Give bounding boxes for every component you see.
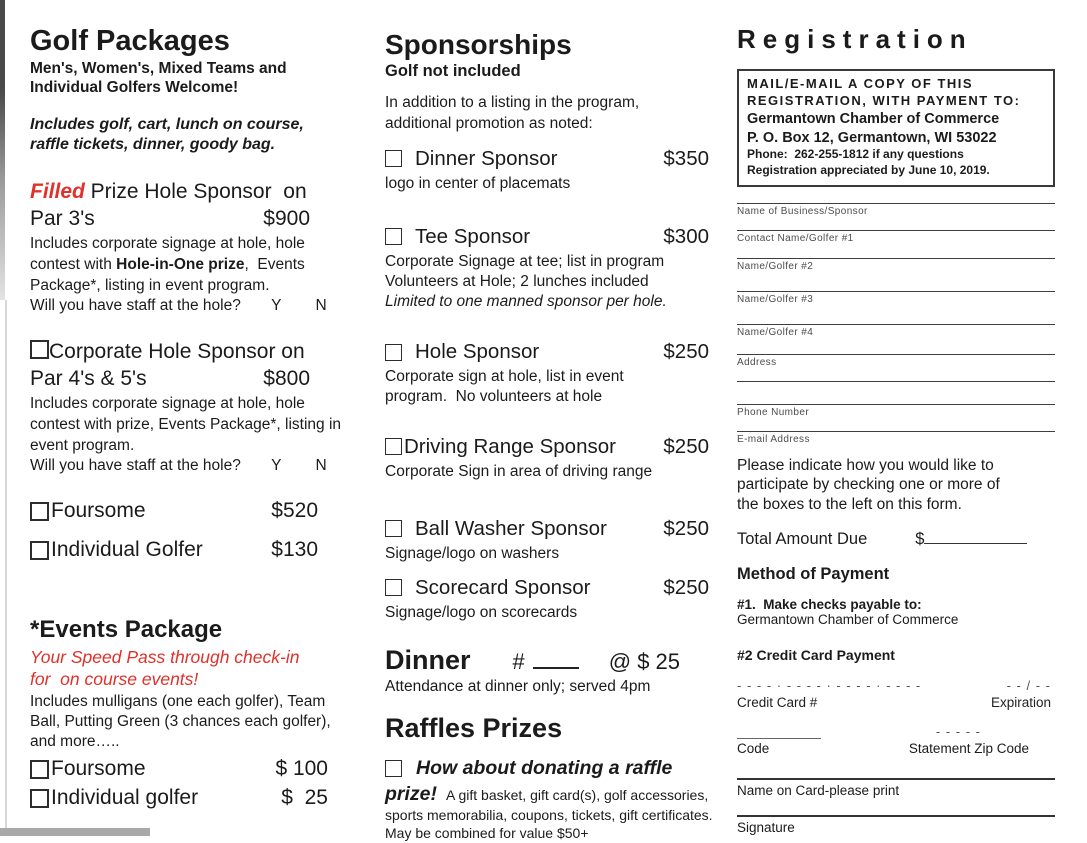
scorecard-checkbox-icon[interactable]	[385, 579, 402, 596]
tee-sponsor-price: $300	[663, 224, 709, 248]
driving-range-checkbox-icon[interactable]	[385, 438, 402, 455]
registration-deadline: Registration appreciated by June 10, 2019.	[747, 163, 990, 178]
events-package-desc: Includes mulligans (one each golfer), Team Ball, Putting Green (3 chances each golfer), and more…..	[30, 693, 331, 751]
dinner-rate: @ $ 25	[608, 648, 681, 674]
sponsorships-column	[385, 30, 717, 843]
dinner-sponsor-desc: logo in center of placemats	[385, 174, 571, 192]
filled-prize-hole-price: $900	[263, 207, 310, 231]
corporate-hole-line2: Par 4's & 5's $800	[30, 366, 346, 393]
ball-washer-sponsor-row: Ball Washer Sponsor $250	[385, 517, 717, 541]
events-foursome-row: Foursome $ 100	[30, 757, 346, 781]
events-package-tagline: Your Speed Pass through check-in for on course events!	[30, 647, 300, 689]
golf-packages-column	[30, 26, 346, 810]
raffle-donation-body: prize! A gift basket, gift card(s), golf accessories, sports memorabilia, coupons, tickets, gift certificates. May be combined for value $50+	[385, 783, 713, 841]
driving-range-desc: Corporate Sign in area of driving range	[385, 462, 653, 480]
dinner-heading-row: Dinner # @ $ 25	[385, 644, 681, 675]
ball-washer-price: $250	[663, 516, 709, 540]
events-individual-checkbox-icon[interactable]	[30, 789, 49, 808]
checks-payable-block: #1. Make checks payable to: Germantown Chamber of Commerce	[737, 597, 1055, 627]
events-foursome-price: $ 100	[275, 757, 328, 781]
events-package-title: *Events Package	[30, 616, 223, 644]
credit-card-labels-row: Credit Card # Expiration	[737, 695, 1051, 711]
foursome-row: Foursome $520	[30, 499, 346, 523]
method-of-payment-title: Method of Payment	[737, 565, 890, 584]
credit-card-number-row	[737, 678, 1055, 693]
hole-sponsor-price: $250	[663, 340, 709, 364]
input-line-golfer4[interactable]: Name/Golfer #4	[737, 324, 1055, 338]
ball-washer-checkbox-icon[interactable]	[385, 520, 402, 537]
staff-option-yes[interactable]: Y	[271, 457, 282, 475]
code-zip-row	[737, 724, 1055, 739]
input-line-address[interactable]: Address	[737, 354, 1055, 368]
hole-sponsor-desc: Corporate sign at hole, list in event program. No volunteers at hole	[385, 368, 624, 406]
foursome-checkbox-icon[interactable]	[30, 502, 49, 521]
filled-prize-hole-line2: Par 3's $900	[30, 206, 346, 233]
individual-golfer-checkbox-icon[interactable]	[30, 541, 49, 560]
credit-card-payment-title: #2 Credit Card Payment	[737, 647, 895, 664]
filled-prize-hole-sponsor-title: Filled Prize Hole Sponsor on	[30, 180, 307, 204]
signature-input-line[interactable]: Signature	[737, 815, 1055, 835]
dinner-sponsor-price: $350	[663, 146, 709, 170]
corporate-hole-price: $800	[263, 367, 310, 391]
driving-range-price: $250	[663, 434, 709, 458]
dinner-title: Dinner	[385, 644, 471, 675]
scan-edge-artifact	[0, 828, 150, 836]
staff-option-no[interactable]: N	[315, 297, 327, 315]
input-line-phone[interactable]: Phone Number	[737, 404, 1055, 418]
code-input-line[interactable]	[737, 738, 821, 739]
total-amount-row: Total Amount Due $	[737, 530, 1055, 549]
filled-prize-hole-desc: Includes corporate signage at hole, hole contest with Hole-in-One prize, Events Package*, listing in event program.	[30, 235, 310, 294]
corporate-hole-sponsor-title: Corporate Hole Sponsor on	[30, 339, 346, 366]
staff-option-yes[interactable]: Y	[271, 297, 282, 315]
check-payee: Germantown Chamber of Commerce	[737, 612, 959, 628]
foursome-price: $520	[271, 499, 318, 523]
events-foursome-checkbox-icon[interactable]	[30, 760, 49, 779]
input-line-golfer2[interactable]: Name/Golfer #2	[737, 258, 1055, 272]
golf-subtitle: Men's, Women's, Mixed Teams and Individual Golfers Welcome!	[30, 60, 287, 97]
input-line-business-sponsor[interactable]: Name of Business/Sponsor	[737, 203, 1055, 217]
corporate-hole-checkbox-icon[interactable]	[30, 340, 49, 359]
scorecard-price: $250	[663, 575, 709, 599]
mail-instructions-box: MAIL/E-MAIL A COPY OF THIS REGISTRATION, WITH PAYMENT TO: Germantown Chamber of Commerce P. O. Box 12, Germantown, WI 53022 Phone: 262-255-1812 if any questions Registration appreciated by June 10, 2019.	[737, 69, 1055, 187]
registration-title: Registration	[737, 24, 973, 54]
code-zip-labels-row: Code Statement Zip Code	[737, 741, 1029, 757]
input-line-contact-golfer1[interactable]: Contact Name/Golfer #1	[737, 230, 1055, 244]
scorecard-desc: Signage/logo on scorecards	[385, 603, 578, 621]
zip-input-line[interactable]: - - - - -	[935, 724, 981, 740]
chamber-address: P. O. Box 12, Germantown, WI 53022	[747, 129, 997, 146]
total-amount-input-line[interactable]	[924, 543, 1027, 544]
individual-golfer-price: $130	[271, 538, 318, 562]
individual-golfer-row: Individual Golfer $130	[30, 538, 346, 562]
staff-option-no[interactable]: N	[315, 457, 327, 475]
scan-edge-artifact	[5, 300, 7, 836]
golf-packages-title: Golf Packages	[30, 25, 230, 57]
sponsorships-intro: In addition to a listing in the program, additional promotion as noted:	[385, 94, 640, 132]
credit-card-input-line[interactable]: - - - - · - - - - · - - - - · - - - -	[737, 678, 922, 694]
raffle-checkbox-icon[interactable]	[385, 760, 402, 777]
hole-sponsor-checkbox-icon[interactable]	[385, 344, 402, 361]
corporate-hole-desc: Includes corporate signage at hole, hole contest with prize, Events Package*, listing in event program.	[30, 395, 342, 454]
corporate-staff-question: Will you have staff at the hole? Y N	[30, 457, 327, 475]
registration-column	[737, 24, 1055, 835]
dinner-count-input-line[interactable]	[533, 667, 579, 669]
events-individual-price: $ 25	[281, 786, 328, 810]
raffle-donation-row: How about donating a raffle	[385, 757, 717, 780]
filled-staff-question: Will you have staff at the hole? Y N	[30, 297, 327, 315]
expiration-input-line[interactable]: - - / - -	[1006, 678, 1051, 694]
tee-sponsor-row: Tee Sponsor $300	[385, 225, 717, 249]
golf-includes-note: Includes golf, cart, lunch on course, raffle tickets, dinner, goody bag.	[30, 116, 304, 154]
input-line-email[interactable]: E-mail Address	[737, 431, 1055, 445]
chamber-phone: Phone: 262-255-1812 if any questions	[747, 147, 964, 162]
dinner-sponsor-checkbox-icon[interactable]	[385, 150, 402, 167]
dinner-sponsor-row: Dinner Sponsor $350	[385, 147, 717, 171]
sponsorships-title: Sponsorships	[385, 29, 572, 60]
ball-washer-desc: Signage/logo on washers	[385, 544, 560, 562]
scorecard-sponsor-row: Scorecard Sponsor $250	[385, 576, 717, 600]
sponsorships-subtitle: Golf not included	[385, 62, 521, 81]
driving-range-sponsor-row: Driving Range Sponsor $250	[385, 435, 717, 459]
input-line-address2[interactable]	[737, 381, 1055, 395]
raffles-prizes-title: Raffles Prizes	[385, 713, 563, 744]
scan-edge-artifact	[0, 0, 5, 300]
tee-sponsor-desc: Corporate Signage at tee; list in program Volunteers at Hole; 2 lunches included Limited to one manned sponsor per hole.	[385, 252, 667, 311]
name-on-card-input-line[interactable]: Name on Card-please print	[737, 778, 1055, 798]
dinner-desc: Attendance at dinner only; served 4pm	[385, 677, 651, 695]
hole-sponsor-row: Hole Sponsor $250	[385, 340, 717, 364]
filled-flag: Filled	[30, 180, 85, 204]
input-line-golfer3[interactable]: Name/Golfer #3	[737, 291, 1055, 305]
events-individual-row: Individual golfer $ 25	[30, 786, 346, 810]
participation-note: Please indicate how you would like to participate by checking one or more of the boxes to the left on this form.	[737, 456, 1000, 514]
chamber-name: Germantown Chamber of Commerce	[747, 110, 1000, 127]
tee-sponsor-checkbox-icon[interactable]	[385, 228, 402, 245]
